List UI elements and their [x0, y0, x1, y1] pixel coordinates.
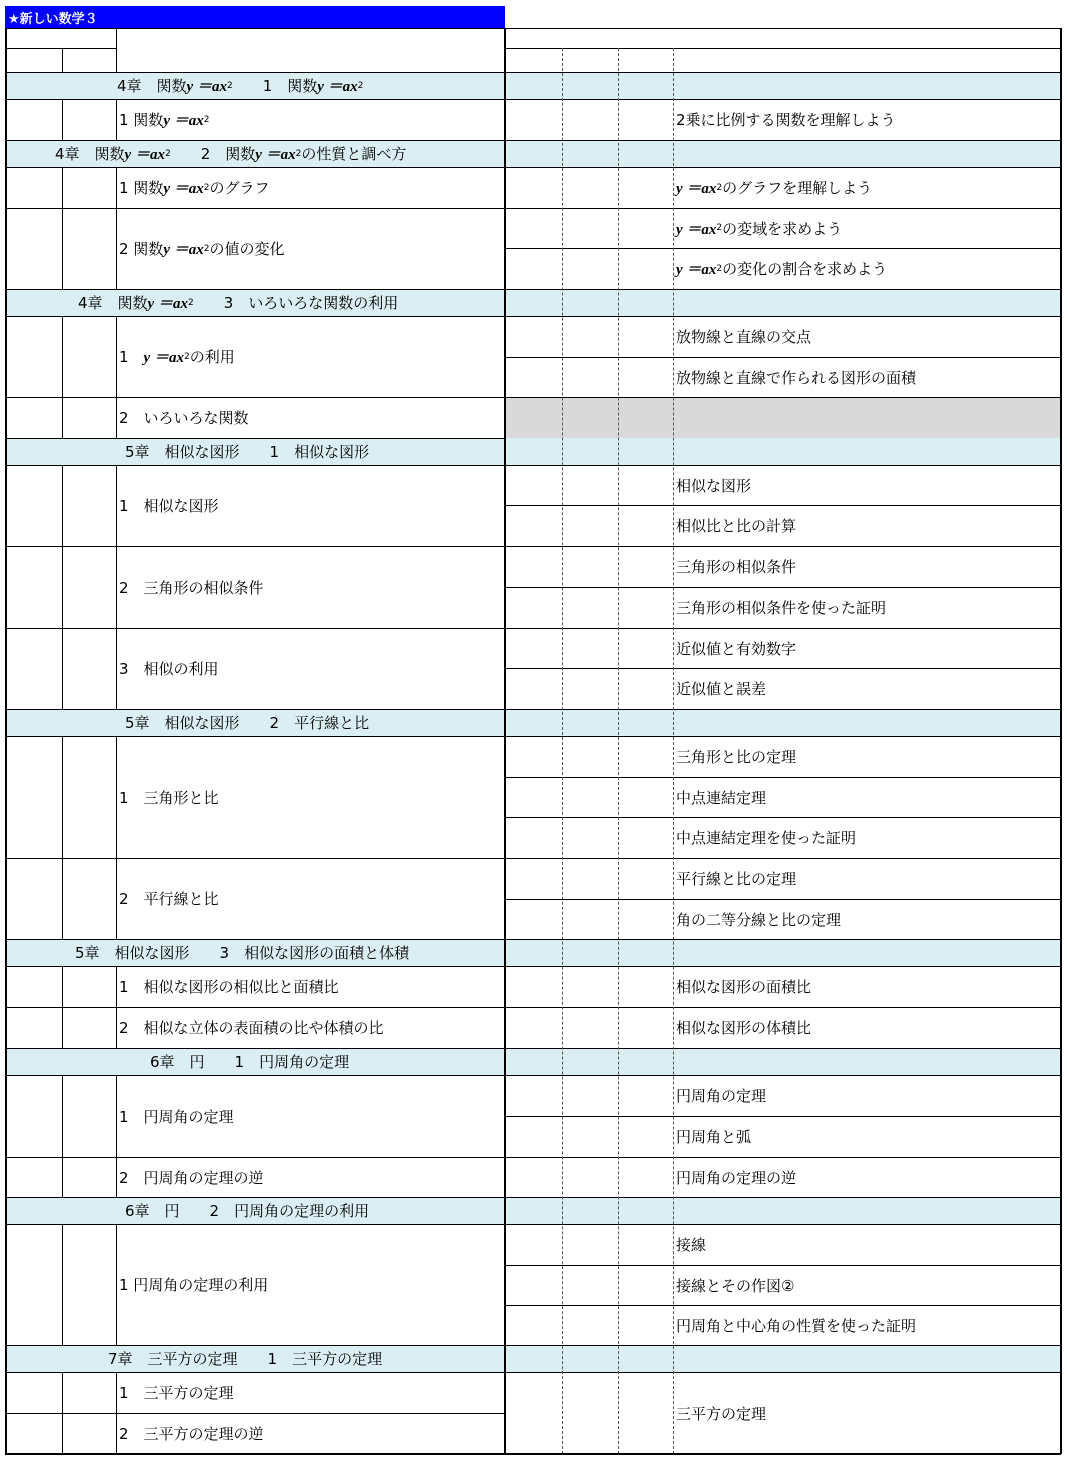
grid-line-v: [62, 966, 63, 1007]
unit-value: [618, 505, 673, 546]
stage-value: [505, 167, 562, 208]
grid-line-h: [505, 1157, 1061, 1158]
surara-title: 近似値と有効数字: [676, 639, 797, 658]
section-heading: 5章 相似な図形 1 相似な図形: [125, 443, 370, 461]
grid-line-v: [5, 28, 7, 1454]
section-heading: 6章 円 1 円周角の定理: [150, 1053, 350, 1071]
lesson-value: [562, 777, 618, 817]
stage-value: [505, 357, 562, 397]
grid-line-h: [5, 628, 505, 629]
textbook-title: 1 関数 y ＝ax 2: [119, 111, 210, 129]
grid-line-h: [5, 1345, 505, 1346]
surara-title: 角の二等分線と比の定理: [676, 910, 842, 929]
page-from: [5, 99, 62, 140]
page-to: [62, 208, 116, 289]
grid-line-h: [5, 465, 1061, 466]
grid-line-h: [5, 1453, 1061, 1455]
dotted-divider: [673, 48, 674, 1454]
stage-value: [505, 817, 562, 858]
surara-title: 2乗に比例する関数を理解しよう: [676, 111, 896, 129]
page-from: [5, 546, 62, 628]
unit-value: [618, 1007, 673, 1048]
header-from: [5, 48, 62, 72]
lesson-value: [562, 966, 618, 1007]
unit-value: [618, 858, 673, 899]
surara-title: y ＝ax 2 の変化の割合を求めよう: [676, 260, 888, 278]
grid-line-v: [116, 397, 117, 438]
stage-value: [505, 248, 562, 289]
stage-value: [505, 1372, 562, 1454]
grid-line-h: [505, 587, 1061, 588]
lesson-value: [562, 505, 618, 546]
grid-line-v: [116, 736, 117, 858]
surara-title: 放物線と直線で作られる図形の面積: [676, 368, 917, 387]
lesson-value: [562, 817, 618, 858]
stage-value: [505, 899, 562, 939]
stage-value: [505, 966, 562, 1007]
unit-value: [618, 1157, 673, 1197]
grid-line-h: [5, 28, 1061, 29]
lesson-value: [562, 546, 618, 587]
grid-line-h: [5, 208, 505, 209]
page-to: [62, 167, 116, 208]
lesson-value: [562, 899, 618, 939]
grid-line-h: [5, 99, 1061, 100]
lesson-value: [562, 858, 618, 899]
surara-title: 円周角の定理: [676, 1087, 767, 1105]
section-heading: 7章 三平方の定理 1 三平方の定理: [108, 1350, 383, 1368]
page-from: [5, 1007, 62, 1048]
unit-value: [618, 208, 673, 248]
lesson-value: [562, 1305, 618, 1345]
lesson-value: [562, 736, 618, 777]
lesson-value: [562, 628, 618, 668]
section-heading: 4章 関数 y ＝ax 2 3 いろいろな関数の利用: [78, 294, 399, 312]
lesson-value: [562, 316, 618, 357]
header-page: [5, 28, 116, 48]
page-from: [5, 208, 62, 289]
grid-line-v: [116, 546, 117, 628]
grid-line-v: [116, 1372, 117, 1413]
grid-line-v: [62, 1372, 63, 1413]
grid-line-h: [505, 858, 1061, 859]
grid-line-h: [505, 357, 1061, 358]
page-from: [5, 316, 62, 397]
grid-line-h: [5, 72, 1061, 73]
page-to: [62, 1157, 116, 1197]
header-stage: [505, 48, 562, 72]
unit-value: [618, 1305, 673, 1345]
surara-title: 中点連結定理: [676, 788, 767, 807]
grid-line-h: [505, 1197, 1061, 1198]
surara-title: 接線とその作図②: [676, 1276, 795, 1295]
stage-value: [505, 99, 562, 140]
grid-line-v: [116, 1007, 117, 1048]
grid-line-v: [62, 99, 63, 140]
stage-value: [505, 208, 562, 248]
dotted-divider: [618, 48, 619, 1454]
page-to: [62, 465, 116, 546]
lesson-value: [562, 1265, 618, 1305]
grid-line-h: [505, 248, 1061, 249]
textbook-title: 2 平行線と比: [119, 890, 219, 908]
lesson-value: [562, 1116, 618, 1157]
grid-line-h: [505, 140, 1061, 141]
grid-line-v: [116, 966, 117, 1007]
grid-line-h: [5, 167, 1061, 168]
grid-line-h: [5, 1157, 505, 1158]
grid-line-v: [116, 1224, 117, 1345]
page-from: [5, 1157, 62, 1197]
grid-line-h: [5, 48, 116, 49]
unit-value: [618, 668, 673, 709]
surara-title: 円周角と弧: [676, 1128, 752, 1146]
grid-line-h: [5, 1224, 1061, 1225]
unit-value: [618, 357, 673, 397]
stage-value: [505, 316, 562, 357]
textbook-title: 2 三平方の定理の逆: [119, 1425, 264, 1443]
grid-line-v: [62, 1075, 63, 1157]
grid-line-h: [5, 140, 505, 141]
page-to: [62, 1372, 116, 1413]
grid-line-v: [62, 546, 63, 628]
stage-value: [505, 1075, 562, 1116]
lesson-value: [562, 167, 618, 208]
grid-line-h: [505, 208, 1061, 209]
grid-line-h: [505, 1305, 1061, 1306]
textbook-title: 1 三角形と比: [119, 788, 219, 807]
textbook-title: 1 円周角の定理: [119, 1107, 234, 1126]
stage-value: [505, 587, 562, 628]
book-title: ★新しい数学３: [5, 6, 505, 28]
page-from: [5, 465, 62, 546]
section-heading: 6章 円 2 円周角の定理の利用: [125, 1202, 370, 1220]
surara-title: 相似な図形の面積比: [676, 978, 812, 996]
grid-line-h: [5, 316, 1061, 317]
page-to: [62, 1007, 116, 1048]
textbook-title: 1 相似な図形の相似比と面積比: [119, 978, 339, 996]
grid-line-h: [505, 505, 1061, 506]
grid-line-h: [505, 1265, 1061, 1266]
surara-title: y ＝ax 2 の変域を求めよう: [676, 219, 843, 238]
page-to: [62, 858, 116, 939]
unit-value: [618, 899, 673, 939]
grid-line-v: [62, 397, 63, 438]
grid-line-h: [505, 1048, 1061, 1049]
grid-line-v: [62, 316, 63, 397]
stage-value: [505, 1116, 562, 1157]
lesson-value: [562, 587, 618, 628]
stage-value: [505, 736, 562, 777]
grid-line-v: [116, 167, 117, 208]
surara-title: 平行線と比の定理: [676, 870, 797, 888]
surara-title: 円周角の定理の逆: [676, 1168, 797, 1187]
grid-line-v: [62, 736, 63, 858]
page-from: [5, 858, 62, 939]
surara-title: y ＝ax 2 のグラフを理解しよう: [676, 179, 873, 197]
stage-value: [505, 465, 562, 505]
header-unit: [618, 48, 673, 72]
lesson-value: [562, 357, 618, 397]
surara-title: 放物線と直線の交点: [676, 328, 812, 346]
textbook-title: 2 いろいろな関数: [119, 409, 249, 427]
lesson-value: [562, 248, 618, 289]
page-from: [5, 167, 62, 208]
grid-line-v: [116, 316, 117, 397]
page-to: [62, 397, 116, 438]
header-surara: [505, 28, 1061, 48]
page-from: [5, 1372, 62, 1413]
grid-line-v: [62, 167, 63, 208]
page-from: [5, 1413, 62, 1454]
grid-line-h: [5, 1413, 505, 1414]
textbook-title: 1 関数 y ＝ax 2 のグラフ: [119, 179, 270, 197]
grid-line-h: [5, 966, 1061, 967]
page-to: [62, 736, 116, 858]
grid-line-h: [5, 709, 505, 710]
surara-title: 三角形と比の定理: [676, 748, 797, 766]
unit-value: [618, 817, 673, 858]
grid-line-h: [5, 1048, 505, 1049]
grid-line-h: [505, 546, 1061, 547]
lesson-value: [562, 1372, 618, 1454]
stage-value: [505, 858, 562, 899]
page-from: [5, 736, 62, 858]
grid-line-v: [116, 1157, 117, 1197]
lesson-value: [562, 1075, 618, 1116]
grid-line-h: [505, 1116, 1061, 1117]
grid-line-h: [5, 438, 505, 439]
header-title: [673, 48, 1061, 72]
grid-line-v: [504, 28, 506, 1454]
unit-value: [618, 248, 673, 289]
unit-value: [618, 966, 673, 1007]
stage-value: [505, 1224, 562, 1265]
grid-line-v: [116, 99, 117, 140]
empty-surara-cell: [505, 397, 1061, 438]
section-heading: 5章 相似な図形 2 平行線と比: [125, 714, 370, 732]
grid-line-h: [5, 1197, 505, 1198]
grid-line-v: [62, 1224, 63, 1345]
lesson-value: [562, 668, 618, 709]
grid-line-v: [116, 1413, 117, 1454]
grid-line-v: [1060, 28, 1062, 1454]
grid-line-v: [62, 465, 63, 546]
page-to: [62, 316, 116, 397]
page-to: [62, 99, 116, 140]
page-to: [62, 1413, 116, 1454]
lesson-value: [562, 208, 618, 248]
grid-line-v: [62, 1007, 63, 1048]
surara-title: 接線: [676, 1236, 707, 1254]
header-to: [62, 48, 116, 72]
grid-line-v: [116, 28, 117, 72]
grid-line-h: [5, 289, 505, 290]
unit-value: [618, 167, 673, 208]
page-to: [62, 546, 116, 628]
stage-value: [505, 777, 562, 817]
grid-line-h: [505, 289, 1061, 290]
grid-line-v: [62, 48, 63, 72]
grid-line-v: [116, 1075, 117, 1157]
unit-value: [618, 1075, 673, 1116]
page-from: [5, 628, 62, 709]
stage-value: [505, 668, 562, 709]
lesson-value: [562, 1157, 618, 1197]
surara-title: 相似な図形の体積比: [676, 1019, 812, 1037]
unit-value: [618, 777, 673, 817]
grid-line-h: [5, 858, 505, 859]
lesson-value: [562, 1007, 618, 1048]
lesson-value: [562, 1224, 618, 1265]
textbook-title: 3 相似の利用: [119, 660, 219, 678]
section-heading: 5章 相似な図形 3 相似な図形の面積と体積: [75, 944, 410, 962]
page-to: [62, 966, 116, 1007]
stage-value: [505, 1157, 562, 1197]
grid-line-v: [62, 208, 63, 289]
grid-line-v: [62, 1157, 63, 1197]
stage-value: [505, 1007, 562, 1048]
textbook-title: 2 相似な立体の表面積の比や体積の比: [119, 1019, 384, 1037]
unit-value: [618, 1224, 673, 1265]
grid-line-h: [5, 1372, 1061, 1373]
textbook-title: 1 三平方の定理: [119, 1384, 234, 1402]
surara-title: 三角形の相似条件を使った証明: [676, 599, 887, 617]
grid-line-h: [505, 1345, 1061, 1346]
grid-line-h: [505, 777, 1061, 778]
grid-line-h: [505, 709, 1061, 710]
grid-line-v: [116, 858, 117, 939]
surara-title: 円周角と中心角の性質を使った証明: [676, 1316, 917, 1335]
unit-value: [618, 1372, 673, 1454]
stage-value: [505, 505, 562, 546]
surara-title: 近似値と誤差: [676, 680, 767, 698]
surara-title: 三角形の相似条件: [676, 558, 797, 576]
dotted-divider: [562, 48, 563, 1454]
surara-title: 相似な図形: [676, 476, 752, 495]
stage-value: [505, 546, 562, 587]
page-from: [5, 1075, 62, 1157]
stage-value: [505, 628, 562, 668]
section-heading: 4章 関数 y ＝ax 2 1 関数 y ＝ax 2: [117, 77, 364, 95]
header-lesson: [562, 48, 618, 72]
grid-line-h: [505, 899, 1061, 900]
lesson-value: [562, 465, 618, 505]
stage-value: [505, 1265, 562, 1305]
header-textbook-title: [116, 28, 505, 72]
unit-value: [618, 628, 673, 668]
page-to: [62, 1075, 116, 1157]
grid-line-v: [62, 1413, 63, 1454]
grid-line-h: [505, 817, 1061, 818]
grid-line-h: [505, 48, 1061, 49]
textbook-title: 2 関数 y ＝ax 2 の値の変化: [119, 240, 285, 258]
grid-line-h: [5, 1075, 1061, 1076]
textbook-title: 1 円周角の定理の利用: [119, 1276, 269, 1294]
page-from: [5, 397, 62, 438]
grid-line-h: [505, 628, 1061, 629]
grid-line-h: [5, 397, 505, 398]
grid-line-h: [505, 397, 1061, 398]
textbook-title: 1 y ＝ax 2 の利用: [119, 348, 235, 366]
unit-value: [618, 99, 673, 140]
unit-value: [618, 1116, 673, 1157]
textbook-title: 1 相似な図形: [119, 497, 219, 515]
grid-line-h: [5, 736, 1061, 737]
surara-title: 中点連結定理を使った証明: [676, 829, 857, 847]
grid-line-h: [5, 939, 505, 940]
grid-line-h: [5, 546, 505, 547]
surara-title: 三平方の定理: [676, 1404, 767, 1423]
grid-line-h: [505, 1007, 1061, 1008]
surara-title: 相似比と比の計算: [676, 517, 797, 535]
unit-value: [618, 316, 673, 357]
page-to: [62, 1224, 116, 1345]
stage-value: [505, 1305, 562, 1345]
grid-line-v: [116, 628, 117, 709]
lesson-value: [562, 99, 618, 140]
page-from: [5, 1224, 62, 1345]
unit-value: [618, 465, 673, 505]
textbook-title: 2 円周角の定理の逆: [119, 1168, 264, 1187]
grid-line-h: [505, 939, 1061, 940]
grid-line-v: [62, 858, 63, 939]
section-heading: 4章 関数 y ＝ax 2 2 関数 y ＝ax 2 の性質と調べ方: [55, 145, 407, 163]
unit-value: [618, 736, 673, 777]
page-to: [62, 628, 116, 709]
unit-value: [618, 587, 673, 628]
grid-line-v: [62, 628, 63, 709]
unit-value: [618, 1265, 673, 1305]
textbook-title: 2 三角形の相似条件: [119, 578, 264, 597]
unit-value: [618, 546, 673, 587]
grid-line-v: [116, 465, 117, 546]
grid-line-h: [5, 1007, 505, 1008]
page-from: [5, 966, 62, 1007]
grid-line-h: [505, 668, 1061, 669]
grid-line-v: [116, 208, 117, 289]
